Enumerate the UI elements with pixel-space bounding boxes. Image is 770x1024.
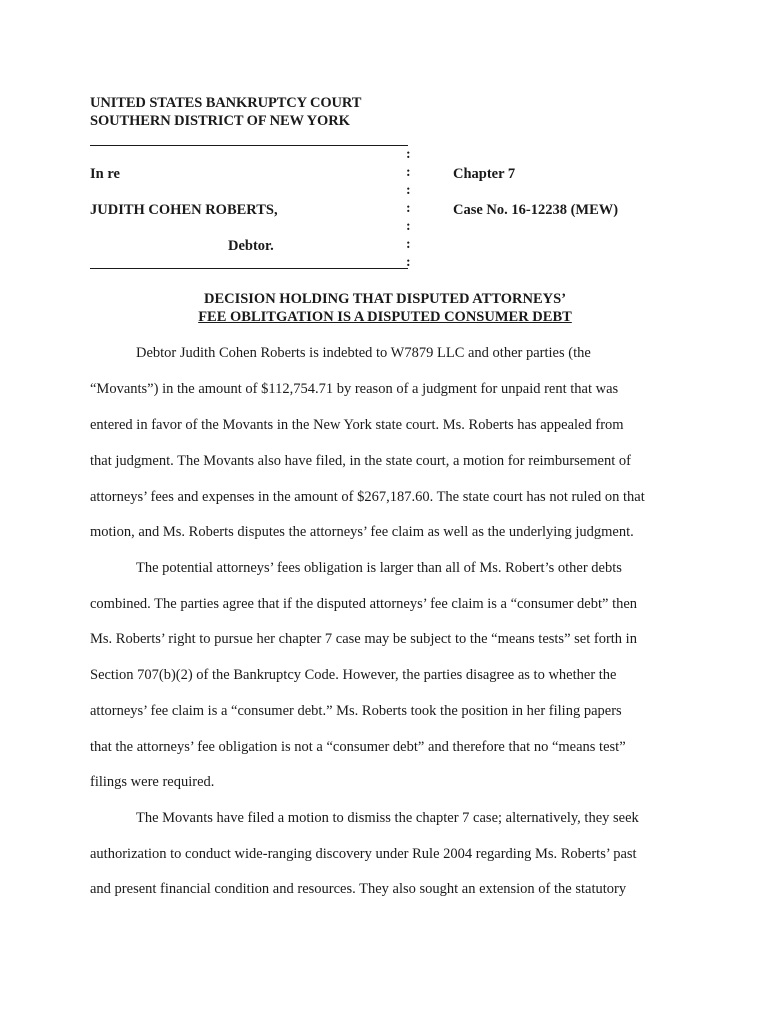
decision-title-line2: FEE OBLITGATION IS A DISPUTED CONSUMER DEBT	[198, 309, 572, 325]
body-line: authorization to conduct wide-ranging discovery under Rule 2004 regarding Ms. Roberts’ past	[90, 846, 637, 862]
body-line: Section 707(b)(2) of the Bankruptcy Code. However, the parties disagree as to whether the	[90, 667, 617, 683]
body-line: entered in favor of the Movants in the New York state court. Ms. Roberts has appealed from	[90, 417, 624, 433]
caption-colon: :	[406, 147, 411, 162]
decision-title-line1: DECISION HOLDING THAT DISPUTED ATTORNEYS’	[203, 291, 567, 307]
decision-title	[0, 290, 770, 326]
debtor-name: JUDITH COHEN ROBERTS,	[90, 202, 278, 218]
body-line: Ms. Roberts’ right to pursue her chapter 7 case may be subject to the “means tests” set forth in	[90, 631, 637, 647]
caption-colon: :	[406, 201, 411, 216]
caption-colon: :	[406, 255, 411, 270]
body-line: The Movants have filed a motion to dismiss the chapter 7 case; alternatively, they seek	[136, 810, 639, 826]
court-name: UNITED STATES BANKRUPTCY COURT	[90, 95, 362, 111]
body-line: “Movants”) in the amount of $112,754.71 by reason of a judgment for unpaid rent that was	[90, 381, 619, 397]
body-line: attorneys’ fee claim is a “consumer debt.” Ms. Roberts took the position in her filing papers	[90, 703, 622, 719]
debtor-label: Debtor.	[228, 238, 274, 254]
case-number: Case No. 16-12238 (MEW)	[453, 202, 619, 218]
caption-bottom-rule	[90, 268, 408, 269]
chapter-label: Chapter 7	[453, 166, 516, 182]
body-line: that judgment. The Movants also have filed, in the state court, a motion for reimbursement of	[90, 453, 631, 469]
body-line: The potential attorneys’ fees obligation is larger than all of Ms. Robert’s other debts	[136, 560, 622, 576]
body-line: motion, and Ms. Roberts disputes the attorneys’ fee claim as well as the underlying judgment.	[90, 524, 634, 540]
body-line: attorneys’ fees and expenses in the amount of $267,187.60. The state court has not ruled on that	[90, 489, 645, 505]
caption-colon: :	[406, 183, 411, 198]
caption-colon: :	[406, 237, 411, 252]
body-line: that the attorneys’ fee obligation is not a “consumer debt” and therefore that no “means test”	[90, 739, 626, 755]
caption-top-rule	[90, 145, 408, 146]
body-line: and present financial condition and resources. They also sought an extension of the statutory	[90, 881, 627, 897]
body-line: combined. The parties agree that if the disputed attorneys’ fee claim is a “consumer debt” then	[90, 596, 638, 612]
court-header	[90, 94, 361, 130]
body-line: filings were required.	[90, 774, 215, 790]
court-district: SOUTHERN DISTRICT OF NEW YORK	[90, 113, 350, 129]
in-re-label: In re	[90, 166, 120, 182]
caption-colon: :	[406, 165, 411, 180]
body-line: Debtor Judith Cohen Roberts is indebted to W7879 LLC and other parties (the	[136, 345, 591, 361]
caption-colon: :	[406, 219, 411, 234]
